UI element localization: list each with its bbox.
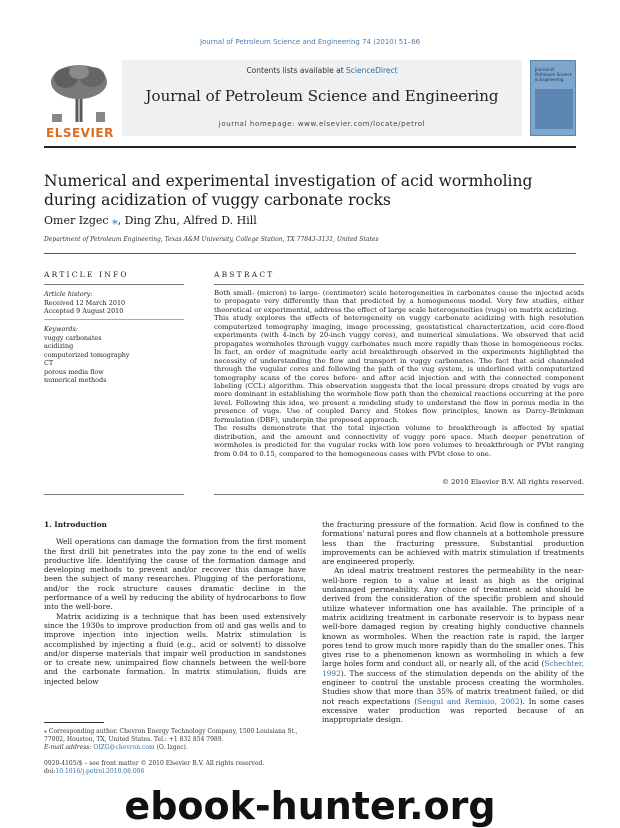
journal-title: Journal of Petroleum Science and Engineering — [145, 87, 499, 105]
email-link[interactable]: OIZG@chevron.com — [93, 744, 155, 751]
keyword-item: numerical methods — [44, 376, 107, 384]
article-info-rule — [44, 284, 184, 285]
keyword-item: porous media flow — [44, 367, 104, 376]
affiliation: Department of Petroleum Engineering, Texas A&M University, College Station, TX 77843-3131, United States — [44, 236, 379, 243]
title-rule — [44, 253, 576, 254]
author-list — [44, 214, 584, 227]
abstract-paragraph: This study explores the effects of heterogeneity on vuggy carbonate acidizing with high resolution computerized tomography imaging, image processing, geostatistical characterization, acid core-flood experiments (with 4-inch by 20-inch vuggy cores), and numerical simulations. We observed that acid propagates wormholes through vuggy carbonates much more rapidly than those in homogeneous rocks. In fact, an order of magnitude early acid breakthrough observed in the experiments highlighted the necessity of understanding the flow and transport in vuggy carbonates. The fact that acid channeled through the vugular cores and following the path of the vug system, is underlined with computerized tomography scans of the cores before- and after acid injection and with the connected component labeling (CCL) algorithm. This observation suggests that the local pressure drops created by vugs are more dominant in establishing the wormhole flow path than the chemical reactions occurring at the pore level. Following this idea, we present a modeling study to understand the flow in porous media in the presence of vugs. Use of coupled Darcy and Stokes flow principles, known as Darcy–Brinkman formulation (DBF), underpin the proposed approach. — [214, 314, 584, 424]
doi-label: doi: — [44, 768, 56, 775]
email-suffix: (O. Izgec). — [154, 744, 188, 751]
citation-link[interactable]: Schechter, 1992 — [322, 659, 584, 678]
journal-cover-image[interactable] — [530, 60, 576, 136]
footnote-rule — [44, 722, 104, 723]
abstract-rule — [214, 284, 584, 285]
abstract-paragraph: The results demonstrate that the total injection volume to breakthrough is affected by spatial distribution, and the amount and connectivity of vuggy pore space. Much deeper penetration of wormholes is predicted for the vugular rocks with low pore volumes to breakthrough or PVbt ranging from 0.04 to 0.15, compared to the homogeneous cases with PVbt close to one. — [214, 424, 584, 458]
keyword-item: computerized tomography — [44, 350, 130, 359]
doi-link[interactable]: 10.1016/j.petrol.2010.08.006 — [55, 768, 145, 775]
author-separator: , — [117, 214, 125, 227]
footnote — [44, 728, 306, 752]
elsevier-logo[interactable] — [44, 62, 114, 140]
author-separator: , — [176, 214, 184, 227]
history-divider — [44, 319, 184, 320]
body-left-column — [44, 520, 306, 686]
body-paragraph: the fracturing pressure of the formation. Acid flow is confined to the formations' natural pores and flow channels at a bottomhole pressure less than the fracturing pressure. Substantial production improvements can be achieved with matrix stimulation if treatments are engineered properly. — [322, 520, 584, 567]
contents-line — [122, 66, 522, 75]
keyword-item: vuggy carbonates — [44, 333, 102, 342]
author-name[interactable]: Ding Zhu — [124, 214, 177, 227]
elsevier-wordmark: ELSEVIER — [46, 126, 114, 140]
homepage-link[interactable]: www.elsevier.com/locate/petrol — [297, 120, 426, 128]
copyright-notice: © 2010 Elsevier B.V. All rights reserved. — [442, 478, 584, 486]
section-heading: 1. Introduction — [44, 520, 107, 529]
body-paragraph — [322, 566, 584, 724]
abstract-body — [214, 289, 584, 458]
citation-link[interactable]: Sengul and Remisio, 2002 — [417, 696, 520, 706]
keywords-label: Keywords: — [44, 325, 78, 333]
corresponding-author-note: ⁎ Corresponding author. Chevron Energy Technology Company, 1500 Louisiana St., 77002, Houston, TX, United States. Tel.: +1 832 854 7989. — [44, 728, 298, 743]
email-label: E-mail address: — [44, 744, 94, 751]
front-matter-note: 0920-4105/$ – see front matter © 2010 Elsevier B.V. All rights reserved. — [44, 760, 265, 767]
accepted-date: Accepted 9 August 2010 — [44, 307, 124, 315]
article-info-heading: ARTICLE INFO — [44, 270, 129, 279]
cover-graphic — [535, 89, 573, 129]
paragraph-text: An ideal matrix treatment restores the permeability in the near-well-bore region to a value at least as high as the original undamaged permeability. Any choice of treatment acid should be derived from the consideration of the specific problem and should utilize whatever information one has available. The principle of a matrix acidizing treatment in carbonate reservoir is to bypass near well-bore damaged region by creating highly conductive channels known as wormholes. When the reaction rate is rapid, the larger pores tend to grow much more rapidly than do the smaller ones. This gives rise to a phenomenon known as wormholing in which a few large holes form and conduct all, or nearly all, of the acid ( — [322, 566, 584, 669]
elsevier-tree-icon — [44, 62, 114, 124]
article-title: Numerical and experimental investigation of acid wormholing during acidization of vuggy carbonate rocks — [44, 172, 533, 209]
doi-line — [44, 768, 344, 776]
author-name[interactable]: Alfred D. Hill — [183, 214, 257, 227]
sciencedirect-link[interactable]: ScienceDirect — [346, 66, 398, 75]
abstract-heading: ABSTRACT — [214, 270, 275, 279]
abstract-bottom-rule — [214, 494, 584, 495]
corresponding-author-mark[interactable]: ⁎ — [112, 214, 118, 227]
received-date: Received 12 March 2010 — [44, 298, 126, 307]
keyword-item: CT — [44, 359, 54, 367]
keyword-item: acidizing — [44, 342, 74, 350]
issn-line — [44, 760, 344, 776]
cover-title: Journal of Petroleum Science & Engineering — [535, 67, 573, 82]
info-bottom-rule — [44, 494, 184, 495]
body-paragraph: Matrix acidizing is a technique that has been used extensively since the 1930s to improve production from oil and gas wells and to improve injection into injection wells. Matrix stimulation is accomplished by injecting a fluid (e.g., acid or solvent) to dissolve and/or disperse materials that impair well production in sandstones or to create new, unimpaired flow channels between the well-bore and the carbonate formation. In matrix stimulation, fluids are injected below — [44, 611, 306, 686]
paragraph-text: ). The success of the stimulation depends on the ability of the engineer to control the unstable process creating the wormholes. Studies show that more than 35% of matrix treatment failed, or did not reach expectations ( — [322, 668, 584, 706]
body-right-column — [322, 520, 584, 725]
watermark-text: ebook-hunter.org — [124, 784, 496, 828]
email-line — [44, 744, 306, 752]
contents-prefix: Contents lists available at — [246, 66, 347, 75]
homepage-label: journal homepage: — [218, 120, 298, 128]
keywords — [44, 325, 184, 385]
body-paragraph: Well operations can damage the formation from the first moment the first drill bit penetrates into the pay zone to the end of wells productive life. Identifying the cause of the formation damage and developing methods to prevent and/or recover this damage have been the subject of many researches. Plugging of the perforations, and/or the rock structure causes dramatic decline in the performance of a well by reducing the ability of hydrocarbons to flow into the well-bore. — [44, 537, 306, 612]
journal-reference[interactable]: Journal of Petroleum Science and Engineering 74 (2010) 51–66 — [199, 38, 421, 46]
header-rule — [44, 146, 576, 148]
paragraph-text: ). In some cases excessive water production was reported because of an inappropriate design. — [322, 696, 584, 725]
journal-homepage — [122, 120, 522, 128]
author-name[interactable]: Omer Izgec — [44, 214, 109, 227]
article-history — [44, 290, 184, 316]
history-label: Article history: — [44, 290, 93, 298]
abstract-paragraph: Both small- (micron) to large- (centimeter) scale heterogeneities in carbonates cause the injected acids to propagate very differently than that predicted by a homogeneous model. Very few studies, either theoretical or experimental, address the effect of large scale heterogeneities (vugs) on matrix acidizing. — [214, 289, 584, 314]
